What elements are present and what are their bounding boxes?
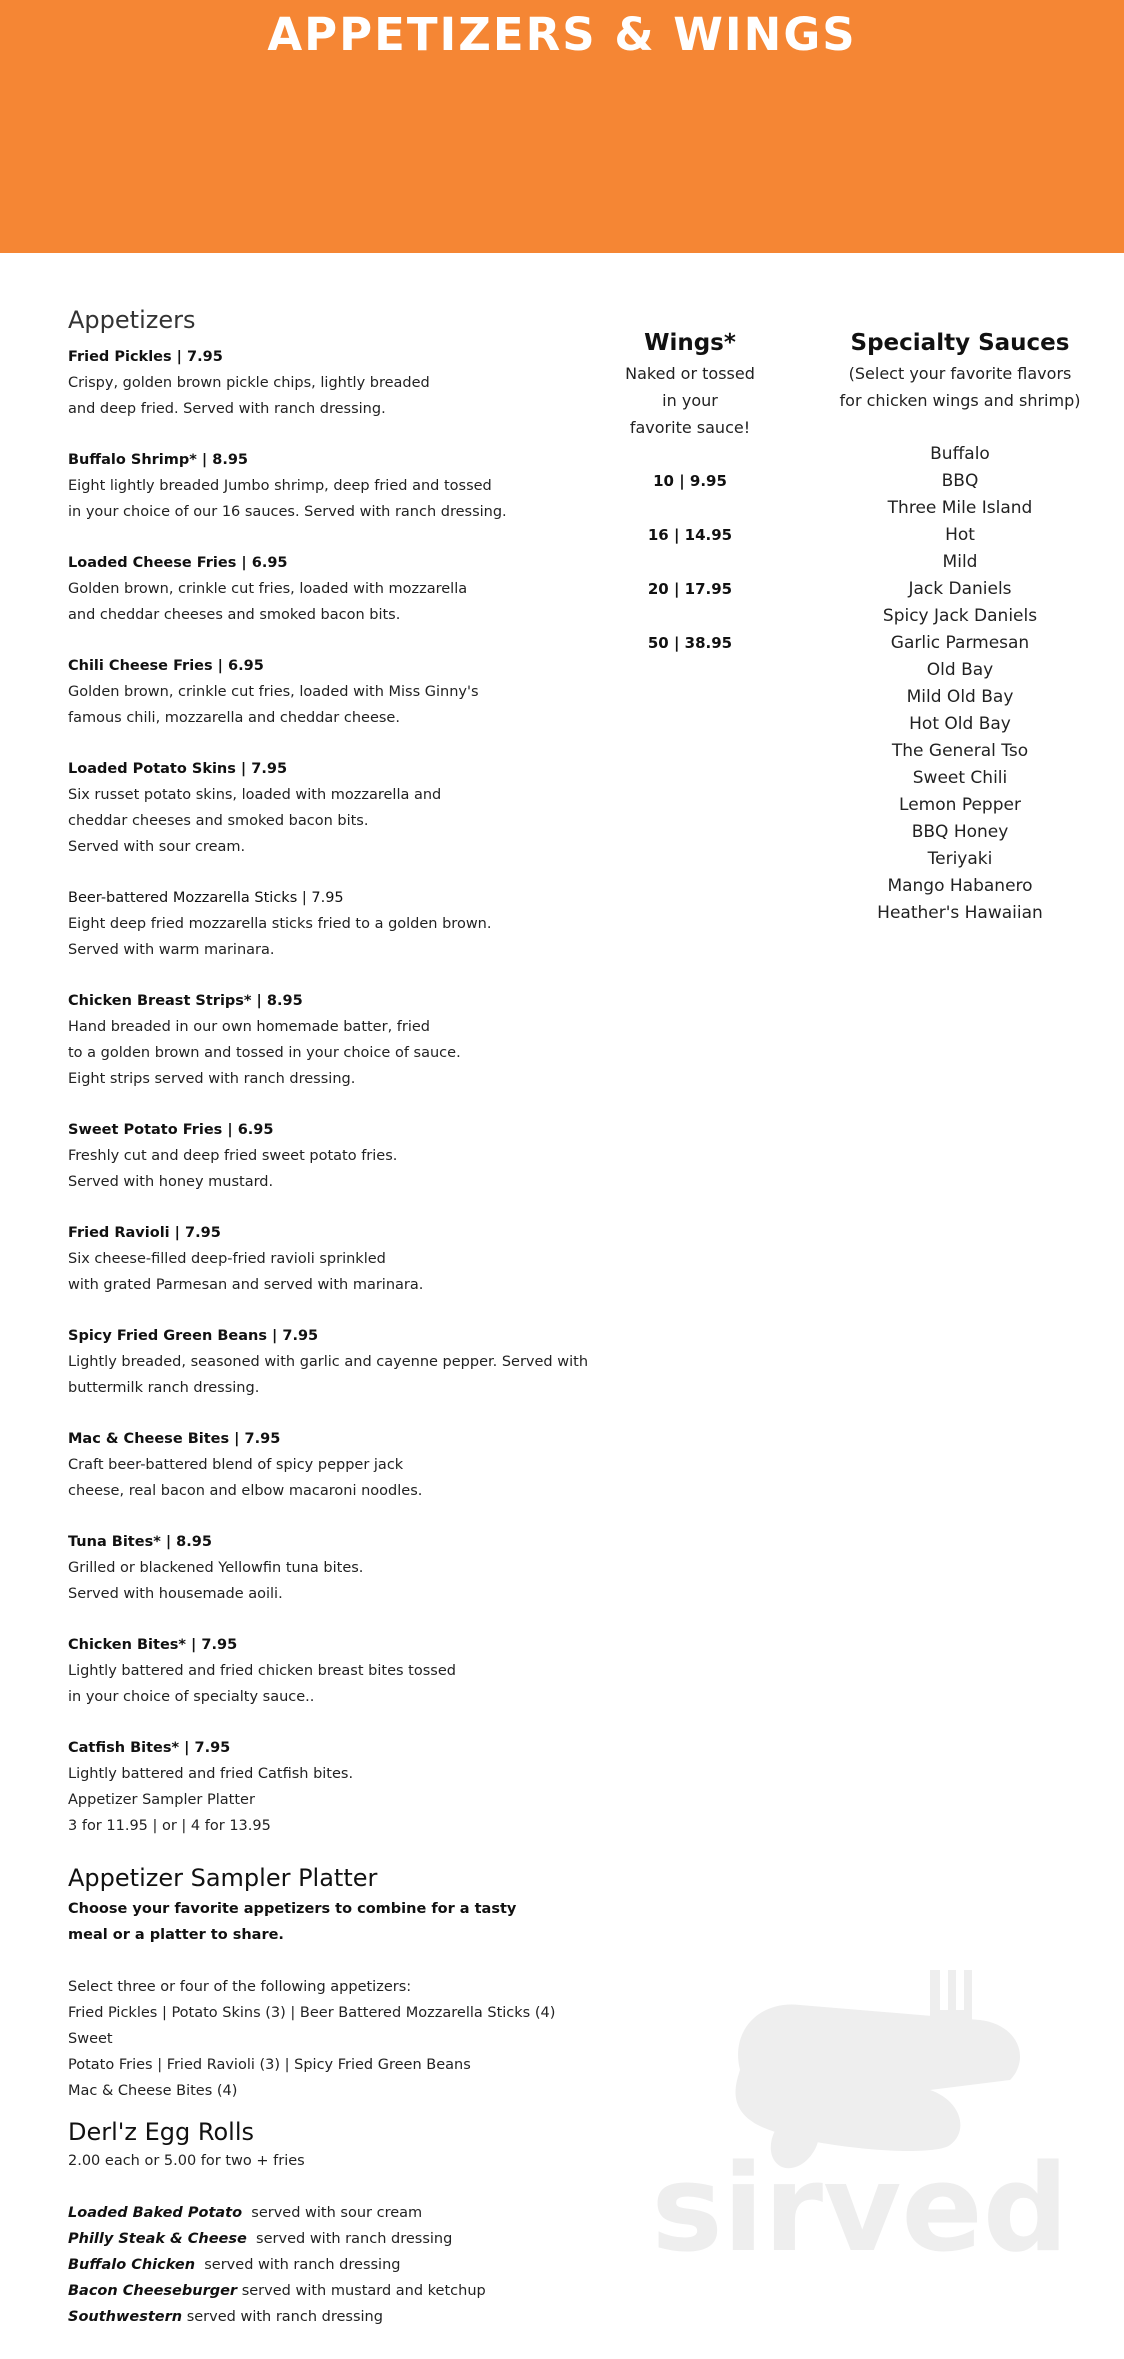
appetizer-item — [68, 344, 588, 422]
sampler-details — [68, 1974, 588, 2104]
appetizer-item-desc: Served with warm marinara. — [68, 942, 275, 958]
egg-roll-name: Buffalo Chicken — [68, 2257, 196, 2273]
appetizer-item-title: Fried Ravioli | 7.95 — [68, 1225, 221, 1241]
appetizer-item-desc: Lightly battered and fried Catfish bites. — [68, 1766, 354, 1782]
appetizer-item — [68, 1117, 588, 1195]
appetizer-item — [68, 1632, 588, 1710]
appetizer-item-desc: cheddar cheeses and smoked bacon bits. — [68, 813, 369, 829]
appetizer-item-title: Spicy Fried Green Beans | 7.95 — [68, 1328, 319, 1344]
wings-desc-line: in your — [662, 391, 718, 410]
appetizer-item-title: Beer-battered Mozzarella Sticks | 7.95 — [68, 890, 344, 906]
sampler-intro-line: Choose your favorite appetizers to combine for a tasty — [68, 1901, 517, 1917]
sampler-line: Fried Pickles | Potato Skins (3) | Beer Battered Mozzarella Sticks (4) Sweet — [68, 2005, 556, 2047]
sauce-item: Buffalo — [930, 444, 990, 464]
sampler-line: Select three or four of the following appetizers: — [68, 1979, 412, 1995]
appetizer-item-desc: Hand breaded in our own homemade batter, fried — [68, 1019, 431, 1035]
sauces-column — [820, 326, 1100, 927]
egg-roll-name: Philly Steak & Cheese — [68, 2231, 247, 2247]
wings-price: 10 | 9.95 — [653, 472, 727, 490]
appetizer-item-title: Mac & Cheese Bites | 7.95 — [68, 1431, 281, 1447]
egg-roll-name: Loaded Baked Potato — [68, 2205, 243, 2221]
egg-roll-list — [68, 2200, 588, 2330]
appetizer-item-desc: Six russet potato skins, loaded with mozzarella and — [68, 787, 442, 803]
appetizer-item-title: Fried Pickles | 7.95 — [68, 349, 223, 365]
appetizer-item-desc: Eight strips served with ranch dressing. — [68, 1071, 356, 1087]
egg-roll-item — [68, 2278, 588, 2304]
sauces-heading: Specialty Sauces — [850, 330, 1070, 356]
appetizer-item-desc: Freshly cut and deep fried sweet potato fries. — [68, 1148, 398, 1164]
appetizer-list — [68, 344, 588, 1839]
sauce-item: Spicy Jack Daniels — [882, 606, 1038, 626]
sauce-item: Three Mile Island — [887, 498, 1033, 518]
sauce-item: Teriyaki — [927, 849, 993, 869]
appetizer-item-desc: and cheddar cheeses and smoked bacon bits. — [68, 607, 401, 623]
appetizer-item-desc: buttermilk ranch dressing. — [68, 1380, 260, 1396]
appetizer-item — [68, 885, 588, 963]
appetizer-item-desc: Eight deep fried mozzarella sticks fried to a golden brown. — [68, 916, 492, 932]
appetizer-item — [68, 1529, 588, 1607]
sauces-subtitle: (Select your favorite flavors — [848, 364, 1072, 383]
appetizer-item-desc: and deep fried. Served with ranch dressing. — [68, 401, 386, 417]
egg-rolls-price: 2.00 each or 5.00 for two + fries — [68, 2153, 305, 2169]
appetizer-item-desc: Served with housemade aoili. — [68, 1586, 283, 1602]
sampler-line: Mac & Cheese Bites (4) — [68, 2083, 238, 2099]
sirved-watermark — [630, 1930, 1090, 2280]
egg-roll-name: Southwestern — [68, 2309, 183, 2325]
appetizer-item-title: Chicken Breast Strips* | 8.95 — [68, 993, 303, 1009]
sampler-line: Potato Fries | Fried Ravioli (3) | Spicy Fried Green Beans — [68, 2057, 471, 2073]
egg-roll-name: Bacon Cheeseburger — [68, 2283, 238, 2299]
appetizer-item-desc: Served with sour cream. — [68, 839, 246, 855]
sauce-item: Mango Habanero — [887, 876, 1033, 896]
sampler-intro — [68, 1896, 588, 1948]
appetizer-item-desc: Six cheese-filled deep-fried ravioli sprinkled — [68, 1251, 386, 1267]
sauce-item: Heather's Hawaiian — [877, 903, 1043, 923]
sauce-item: BBQ Honey — [911, 822, 1009, 842]
appetizer-item-desc: cheese, real bacon and elbow macaroni noodles. — [68, 1483, 423, 1499]
appetizer-item-title: Buffalo Shrimp* | 8.95 — [68, 452, 249, 468]
sauce-item: Garlic Parmesan — [890, 633, 1030, 653]
sauce-item: Hot Old Bay — [909, 714, 1011, 734]
egg-roll-item — [68, 2226, 588, 2252]
egg-roll-item — [68, 2304, 588, 2330]
egg-roll-desc: served with ranch dressing — [195, 2257, 401, 2273]
appetizer-item — [68, 550, 588, 628]
sauce-item: BBQ — [941, 471, 979, 491]
egg-roll-desc: served with mustard and ketchup — [237, 2283, 486, 2299]
page-title: APPETIZERS & WINGS — [267, 8, 857, 61]
sauce-item: Mild Old Bay — [906, 687, 1014, 707]
appetizer-item-desc: to a golden brown and tossed in your choice of sauce. — [68, 1045, 461, 1061]
appetizer-item — [68, 447, 588, 525]
appetizer-item-desc: in your choice of specialty sauce.. — [68, 1689, 315, 1705]
appetizer-item-desc: famous chili, mozzarella and cheddar cheese. — [68, 710, 400, 726]
egg-roll-item — [68, 2252, 588, 2278]
wings-desc-line: favorite sauce! — [629, 418, 751, 437]
wings-heading: Wings* — [644, 330, 736, 356]
sampler-heading: Appetizer Sampler Platter — [68, 1864, 378, 1892]
appetizer-item-desc: Served with honey mustard. — [68, 1174, 274, 1190]
appetizer-item — [68, 1426, 588, 1504]
sauce-list — [820, 441, 1100, 927]
egg-roll-desc: served with ranch dressing — [246, 2231, 453, 2247]
appetizer-item-title: Loaded Cheese Fries | 6.95 — [68, 555, 288, 571]
wings-price: 16 | 14.95 — [647, 526, 733, 544]
sampler-intro-line: meal or a platter to share. — [68, 1927, 284, 1943]
sauce-item: The General Tso — [891, 741, 1029, 761]
appetizer-item — [68, 1735, 588, 1839]
sauce-item: Hot — [945, 525, 975, 545]
appetizer-item-desc: Craft beer-battered blend of spicy pepper jack — [68, 1457, 404, 1473]
appetizer-item-title: Tuna Bites* | 8.95 — [68, 1534, 212, 1550]
appetizer-item-desc: 3 for 11.95 | or | 4 for 13.95 — [68, 1818, 271, 1834]
appetizer-item — [68, 988, 588, 1092]
wings-desc-line: Naked or tossed — [625, 364, 755, 383]
appetizer-item-desc: Appetizer Sampler Platter — [68, 1792, 255, 1808]
egg-roll-item — [68, 2200, 588, 2226]
appetizer-item-title: Sweet Potato Fries | 6.95 — [68, 1122, 274, 1138]
appetizer-item-title: Catfish Bites* | 7.95 — [68, 1740, 231, 1756]
wings-price: 50 | 38.95 — [647, 634, 733, 652]
sauce-item: Sweet Chili — [912, 768, 1008, 788]
wings-price: 20 | 17.95 — [647, 580, 733, 598]
sauce-item: Mild — [942, 552, 978, 572]
wings-column — [600, 326, 780, 657]
appetizer-item — [68, 653, 588, 731]
sauce-item: Lemon Pepper — [899, 795, 1021, 815]
appetizer-item-desc: Golden brown, crinkle cut fries, loaded with Miss Ginny's — [68, 684, 479, 700]
appetizer-item-title: Loaded Potato Skins | 7.95 — [68, 761, 288, 777]
appetizer-item-title: Chicken Bites* | 7.95 — [68, 1637, 238, 1653]
header-banner — [0, 0, 1124, 253]
appetizer-item-desc: Lightly battered and fried chicken breast bites tossed — [68, 1663, 456, 1679]
appetizer-item-desc: Crispy, golden brown pickle chips, lightly breaded — [68, 375, 430, 391]
appetizer-item — [68, 1220, 588, 1298]
appetizer-item-desc: in your choice of our 16 sauces. Served with ranch dressing. — [68, 504, 507, 520]
sauces-subtitle: for chicken wings and shrimp) — [839, 391, 1081, 410]
egg-rolls-heading: Derl'z Egg Rolls — [68, 2118, 254, 2146]
appetizer-item-title: Chili Cheese Fries | 6.95 — [68, 658, 264, 674]
appetizers-heading: Appetizers — [68, 306, 196, 334]
appetizers-column — [68, 306, 588, 2330]
appetizer-item — [68, 756, 588, 860]
appetizer-item-desc: Lightly breaded, seasoned with garlic and cayenne pepper. Served with — [68, 1354, 589, 1370]
sauce-item: Jack Daniels — [908, 579, 1012, 599]
sauce-item: Old Bay — [926, 660, 994, 680]
watermark-text: sirved — [651, 2140, 1069, 2279]
appetizer-item-desc: Grilled or blackened Yellowfin tuna bites. — [68, 1560, 364, 1576]
appetizer-item-desc: Golden brown, crinkle cut fries, loaded with mozzarella — [68, 581, 468, 597]
appetizer-item-desc: with grated Parmesan and served with marinara. — [68, 1277, 424, 1293]
appetizer-item-desc: Eight lightly breaded Jumbo shrimp, deep fried and tossed — [68, 478, 492, 494]
egg-roll-desc: served with ranch dressing — [182, 2309, 383, 2325]
egg-roll-desc: served with sour cream — [242, 2205, 423, 2221]
appetizer-item — [68, 1323, 588, 1401]
